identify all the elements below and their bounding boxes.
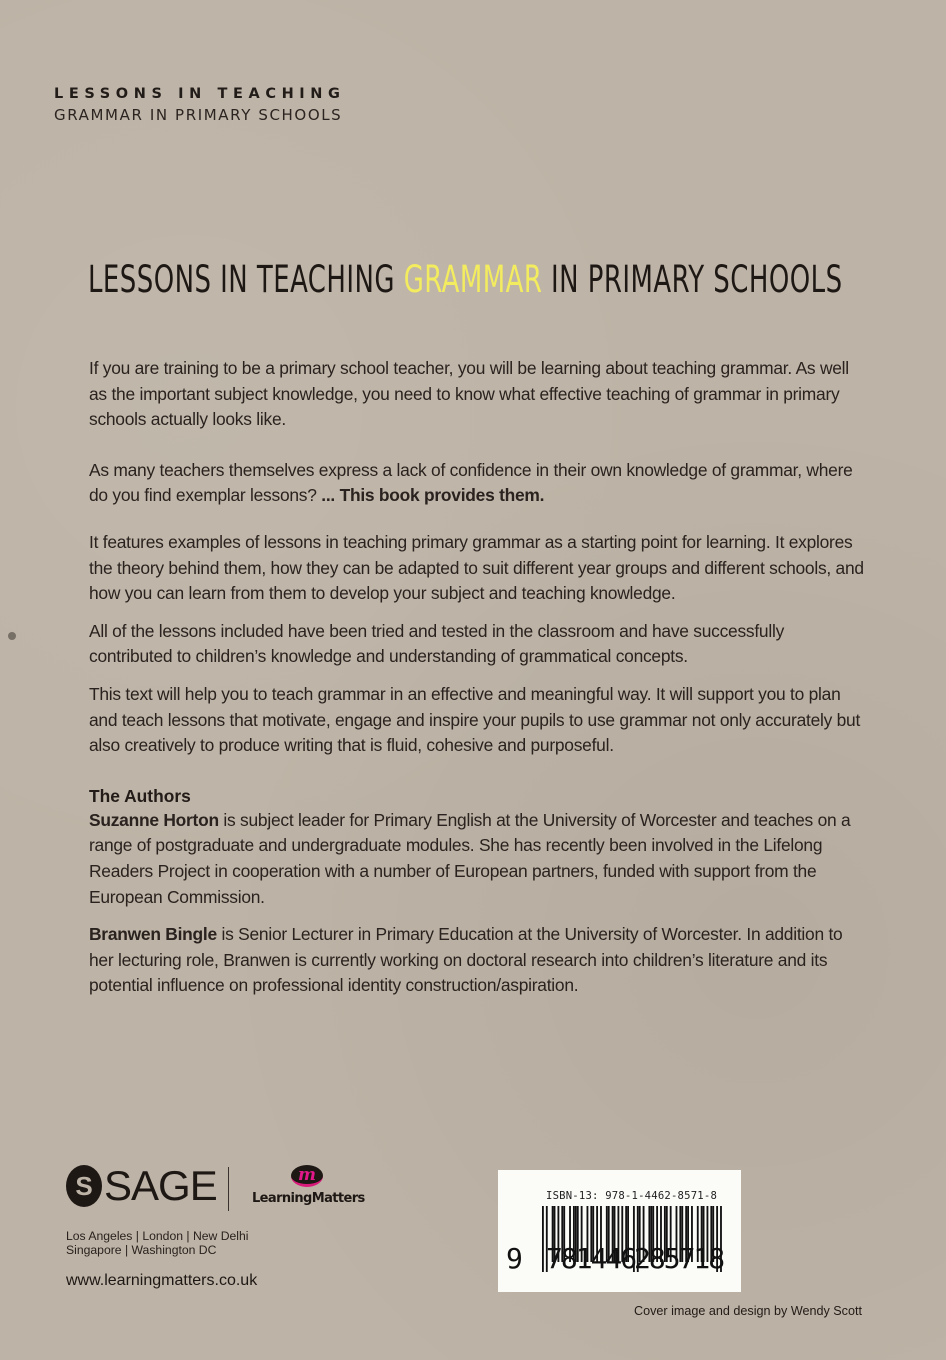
blurb-paragraph-2-text: As many teachers themselves express a lack of confidence in their own knowledge of grammar, where do you find exemplar lessons? (89, 459, 853, 506)
sage-wordmark: SAGE (104, 1162, 217, 1209)
blurb-paragraph-4: All of the lessons included have been tried and tested in the classroom and have successfully contributed to children’s knowledge and understanding of grammatical concepts. (89, 620, 785, 667)
book-title (88, 258, 843, 301)
author-bio-2 (89, 922, 864, 999)
blurb-paragraph-2 (89, 458, 864, 509)
author-name-2: Branwen Bingle (89, 924, 217, 945)
blurb-paragraph-1: If you are training to be a primary school teacher, you will be learning about teaching grammar. As well as the important subject knowledge, you need to know what effective teaching of grammar in primary schools actually looks like. (89, 358, 849, 430)
authors-heading: The Authors (89, 785, 191, 806)
author-text-2: is Senior Lecturer in Primary Education at the University of Worcester. In addition to her lecturing role, Branwen is currently working on doctoral research into children’s literature and its potential influence on professional identity construction/aspiration. (89, 924, 843, 996)
series-label (54, 84, 346, 126)
series-name: LESSONS IN TEACHING (54, 86, 346, 102)
cities-line-2: Singapore | Washington DC (66, 1243, 217, 1257)
author-text-1: is subject leader for Primary English at the University of Worcester and teaches on a range of postgraduate and undergraduate modules. She has recently been involved in the Lifelong Readers Project in cooperation with a number of European partners, funded with support from the European Commission. (89, 809, 851, 907)
paper-speck (8, 632, 16, 640)
author-name-1: Suzanne Horton (89, 809, 219, 830)
publisher-cities (66, 1229, 249, 1257)
sage-logo (66, 1162, 217, 1209)
title-part-2: IN PRIMARY SCHOOLS (542, 258, 843, 301)
learningmatters-wordmark: LearningMatters (252, 1191, 365, 1206)
ean-first-digit: 9 (506, 1242, 523, 1275)
isbn-barcode (498, 1170, 741, 1292)
isbn-label: ISBN-13: 978-1-4462-8571-8 (546, 1190, 718, 1202)
blurb-paragraph-3: It features examples of lessons in teaching primary grammar as a starting point for learning. It explores the theory behind them, how they can be adapted to suit different year groups and different schools, and how you can learn from them to develop your subject and teaching knowledge. (89, 531, 864, 604)
learningmatters-logo (252, 1164, 365, 1206)
barcode-bar (542, 1206, 544, 1272)
blurb (89, 356, 864, 999)
blurb-paragraph-5: This text will help you to teach grammar in an effective and meaningful way. It will support you to plan and teach lessons that motivate, engage and inspire your pupils to use grammar not only accurately but also creatively to produce writing that is fluid, cohesive and purposeful. (89, 683, 861, 756)
series-subtitle: GRAMMAR IN PRIMARY SCHOOLS (54, 106, 343, 124)
ean-group-1: 781446 (546, 1242, 636, 1275)
learningmatters-emblem-icon: m (291, 1165, 323, 1187)
title-highlight: GRAMMAR (403, 258, 543, 301)
sage-emblem-icon: S (66, 1165, 102, 1207)
cover-credit: Cover image and design by Wendy Scott (634, 1304, 862, 1318)
logo-divider (228, 1167, 229, 1211)
ean-group-2: 285718 (634, 1242, 724, 1275)
cities-line-1: Los Angeles | London | New Delhi (66, 1229, 249, 1243)
author-bio-1 (89, 808, 864, 910)
publisher-url[interactable]: www.learningmatters.co.uk (66, 1272, 258, 1289)
title-part-1: LESSONS IN TEACHING (88, 258, 404, 301)
blurb-paragraph-2-bold: ... This book provides them. (321, 485, 545, 506)
